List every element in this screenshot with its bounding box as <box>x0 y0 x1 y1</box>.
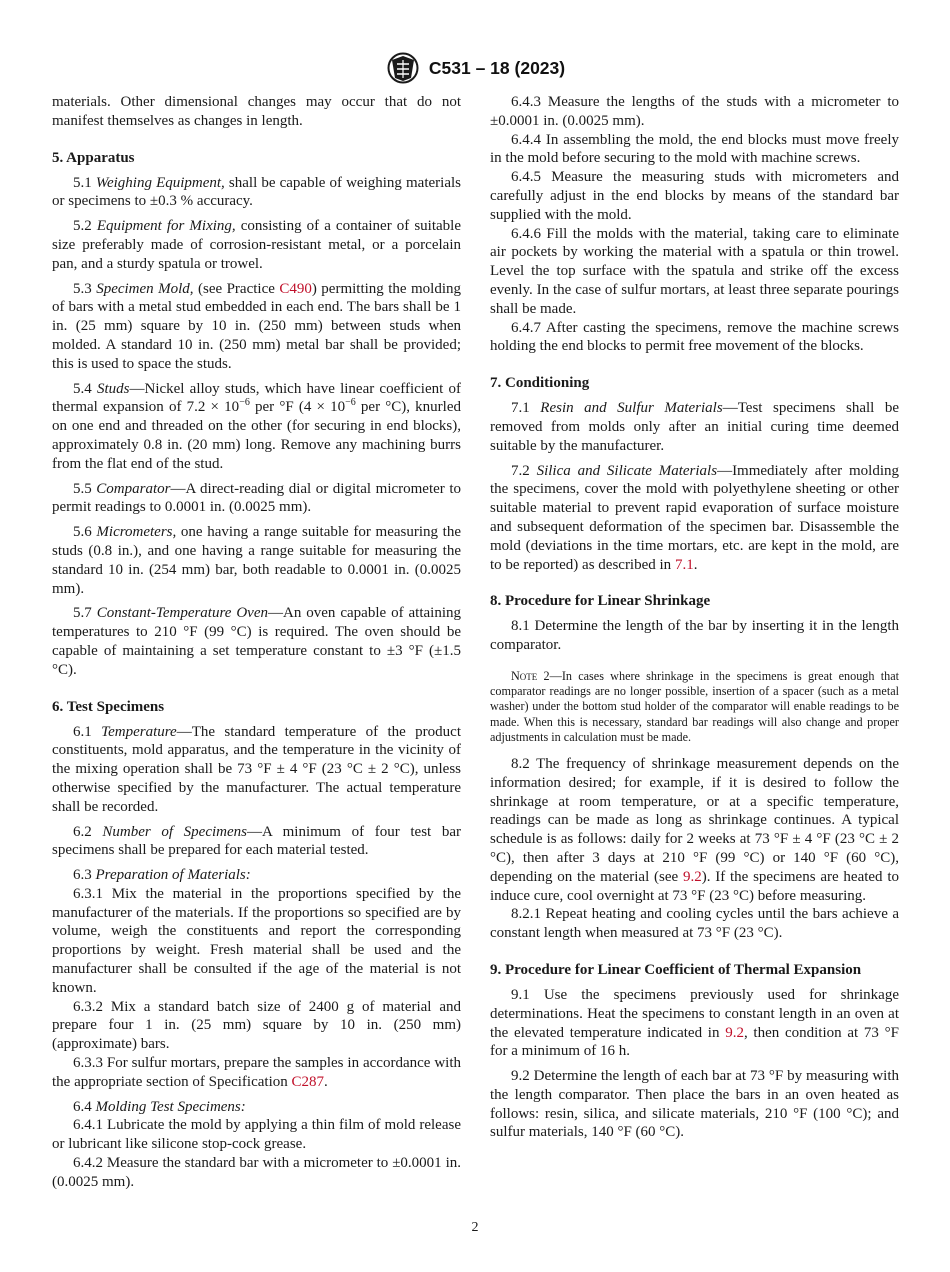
paragraph-9-1: 9.1 Use the specimens previously used for shrinkage determinations. Heat the specimens to constant length in an oven at the elevated temperature indicated in 9.2, then condition at 73 °F for a minimum of 16 h. <box>490 986 899 1060</box>
right-column <box>490 93 899 1142</box>
section-6-title: 6. Test Specimens <box>52 698 165 715</box>
left-column <box>52 93 461 1192</box>
section-8-title: 8. Procedure for Linear Shrinkage <box>490 593 711 610</box>
paragraph-6-3-1: 6.3.1 Mix the material in the proportions specified by the manufacturer of the materials. If the proportions so specified are by volume, weigh the constituents and report the corresponding proportions by weight. Fresh material shall be used and the manufacturer shall be consulted if the age of the material is not known. <box>52 885 461 996</box>
paragraph-6-2: 6.2 Number of Specimens—A minimum of four test bar specimens shall be prepared for each material tested. <box>52 823 461 859</box>
paragraph-8-2-1: 8.2.1 Repeat heating and cooling cycles until the bars achieve a constant length when measured at 73 °F (23 °C). <box>490 906 899 942</box>
paragraph-intro: materials. Other dimensional changes may occur that do not manifest themselves as changes in length. <box>52 94 461 129</box>
paragraph-5-7: 5.7 Constant-Temperature Oven—An oven capable of attaining temperatures to 210 °F (99 °C) is required. The oven should be capable of maintaining a set temperature constant to ±3 °F (±1.5 °C). <box>52 605 461 678</box>
paragraph-6-1: 6.1 Temperature—The standard temperature of the product constituents, mold apparatus, and the temperature in the vicinity of the mixing operation shall be 73 °F ± 4 °F (23 °C ± 2 °C), unless otherwise specified by the manufacturer. The actual temperature shall be recorded. <box>52 723 462 815</box>
paragraph-6-3-2: 6.3.2 Mix a standard batch size of 2400 g of material and prepare four 1 in. (25 mm) square by 10 in. (250 mm) (approximate) bars. <box>52 998 461 1053</box>
paragraph-5-1: 5.1 Weighing Equipment, shall be capable of weighing materials or specimens to ±0.3 % accuracy. <box>52 174 461 210</box>
page-header <box>0 52 950 84</box>
link-9-2-b[interactable]: 9.2 <box>725 1024 744 1041</box>
paragraph-8-2: 8.2 The frequency of shrinkage measurement depends on the information desired; for example, if it is desired to follow the shrinkage at room temperature, or at a specific temperature, readings can be made as long as shrinkage continues. A typical schedule is as follows: daily for 2 weeks at 73 °F ± 4 °F (23 °C ± 2 °C), then after 3 days at 210 °F (99 °C) or 140 °F (60 °C), depending on the material (see 9.2). If the specimens are heated to induce cure, cool overnight at 73 °F (23 °C) before measuring. <box>490 755 899 904</box>
paragraph-6-4-5: 6.4.5 Measure the measuring studs with micrometers and carefully adjust in the end blocks by means of the standard bar supplied with the mold. <box>490 169 899 223</box>
section-9-title: 9. Procedure for Linear Coefficient of Thermal Expansion <box>490 961 862 978</box>
paragraph-5-5: 5.5 Comparator—A direct-reading dial or digital micrometer to permit readings to 0.0001 in. (0.0025 mm). <box>52 480 461 516</box>
paragraph-6-4-4: 6.4.4 In assembling the mold, the end blocks must move freely in the mold before securing to the mold with machine screws. <box>490 131 899 167</box>
paragraph-6-4-6: 6.4.6 Fill the molds with the material, taking care to eliminate air pockets by working the material with a spatula or thin trowel. Level the top surface with the spatula and strike off the excess evenly. In the case of sulfur mortars, at least three separate pourings shall be made. <box>490 225 899 317</box>
page-number: 2 <box>471 1220 479 1235</box>
paragraph-5-3: 5.3 Specimen Mold, (see Practice C490) permitting the molding of bars with a metal stud embedded in each end. The bars shall be 1 in. (25 mm) square by 10 in. (250 mm) between studs when molded. A standard 10 in. (250 mm) metal bar shall be provided; this is used to space the studs. <box>52 280 462 372</box>
astm-logo-icon <box>385 52 421 84</box>
paragraph-6-3-3: 6.3.3 For sulfur mortars, prepare the samples in accordance with the appropriate section of Specification C287. <box>52 1055 461 1090</box>
paragraph-7-1: 7.1 Resin and Sulfur Materials—Test specimens shall be removed from molds only after an initial curing time deemed suitable by the manufacturer. <box>490 400 900 454</box>
section-7-title: 7. Conditioning <box>490 375 590 392</box>
paragraph-5-4: 5.4 Studs—Nickel alloy studs, which have linear coefficient of thermal expansion of $7.2 \times 10^{-6}$ per °F ($4 \times 10^{-6}$ per °C), knurled on one end and threaded on the other (for securing in end blocks), approximately 0.8 in. (20 mm) long. Remove any machining burrs from the flat end of the stud. <box>52 380 461 472</box>
paragraph-6-4-3: 6.4.3 Measure the lengths of the studs with a micrometer to ±0.0001 in. (0.0025 mm). <box>490 94 899 129</box>
link-c490[interactable]: C490 <box>279 280 312 297</box>
paragraph-6-4-1: 6.4.1 Lubricate the mold by applying a thin film of mold release or lubricant like silicone stop-cock grease. <box>52 1117 461 1153</box>
note-2: Note 2—In cases where shrinkage in the specimens is great enough that comparator readings are no longer possible, insertion of a spacer (such as a metal washer) under the bottom stud holder of the comparator will enable readings to be made. When this is necessary, standard bar readings will also change and proper adjustments in calculation must be made. <box>490 668 900 744</box>
paragraph-6-4-7: 6.4.7 After casting the specimens, remove the machine screws holding the end blocks to permit free movement of the blocks. <box>490 319 899 355</box>
link-7-1[interactable]: 7.1 <box>674 556 694 573</box>
document-designation: C531 – 18 (2023) <box>428 57 566 78</box>
paragraph-6-4: 6.4 Molding Test Specimens: <box>73 1098 246 1115</box>
link-c287[interactable]: C287 <box>291 1073 325 1090</box>
paragraph-9-2: 9.2 Determine the length of each bar at 73 °F by measuring with the length comparator. Then place the bars in an oven heated as follows: resin, silica, and silicate materials, 210 °F (100 °C); and sulfur materials, 140 °F (60 °C). <box>490 1068 899 1141</box>
paragraph-5-6: 5.6 Micrometers, one having a range suitable for measuring the studs (0.8 in.), and one having a range suitable for measuring the standard 10 in. (254 mm) bar, both readable to 0.0001 in. (0.0025 mm). <box>52 524 462 597</box>
paragraph-7-2: 7.2 Silica and Silicate Materials—Immediately after molding the specimens, cover the mold with polyethylene sheeting or other suitable material to prevent rapid evaporation of surface moisture and subsequent deformation of the specimen bar. Disassemble the mold (deviations in the time mortars, etc. are kept in the mold, are to be reported) as described in 7.1. <box>490 462 900 573</box>
paragraph-8-1: 8.1 Determine the length of the bar by inserting it in the length comparator. <box>490 618 899 654</box>
paragraph-5-2: 5.2 Equipment for Mixing, consisting of a container of suitable size preferably made of corrosion-resistant metal, or a porcelain pan, and a sturdy spatula or trowel. <box>52 218 461 272</box>
paragraph-6-3: 6.3 Preparation of Materials: <box>73 867 251 884</box>
paragraph-6-4-2: 6.4.2 Measure the standard bar with a micrometer to ±0.0001 in. (0.0025 mm). <box>52 1155 461 1190</box>
link-9-2[interactable]: 9.2 <box>682 868 702 885</box>
section-5-title: 5. Apparatus <box>52 149 135 166</box>
